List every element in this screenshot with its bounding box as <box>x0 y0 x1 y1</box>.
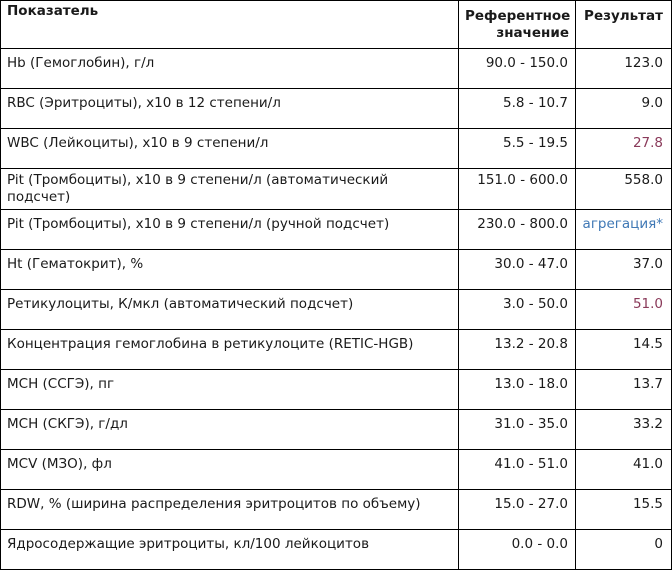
table-row <box>1 530 672 570</box>
result-cell-high: 51.0 <box>576 290 672 330</box>
indicator-cell: Pit (Тромбоциты), x10 в 9 степени/л (автоматический подсчет) <box>1 169 459 210</box>
reference-cell: 5.8 - 10.7 <box>459 89 576 129</box>
result-cell-high: 27.8 <box>576 129 672 169</box>
table-row <box>1 290 672 330</box>
reference-cell: 151.0 - 600.0 <box>459 169 576 210</box>
table-row <box>1 490 672 530</box>
reference-cell: 13.0 - 18.0 <box>459 370 576 410</box>
indicator-cell: RDW, % (ширина распределения эритроцитов по объему) <box>1 490 459 530</box>
reference-cell: 30.0 - 47.0 <box>459 250 576 290</box>
header-indicator: Показатель <box>1 1 459 49</box>
header-row <box>1 1 672 49</box>
indicator-cell: Ht (Гематокрит), % <box>1 250 459 290</box>
header-reference: Референтное значение <box>459 1 576 49</box>
reference-cell: 0.0 - 0.0 <box>459 530 576 570</box>
reference-cell: 31.0 - 35.0 <box>459 410 576 450</box>
table-row <box>1 89 672 129</box>
table-row <box>1 370 672 410</box>
table-row <box>1 250 672 290</box>
header-result: Результат <box>576 1 672 49</box>
result-cell: 15.5 <box>576 490 672 530</box>
indicator-cell: Ретикулоциты, К/мкл (автоматический подсчет) <box>1 290 459 330</box>
result-cell: 33.2 <box>576 410 672 450</box>
indicator-cell: MCV (МЗО), фл <box>1 450 459 490</box>
table-row <box>1 410 672 450</box>
indicator-cell: Hb (Гемоглобин), г/л <box>1 49 459 89</box>
reference-cell: 13.2 - 20.8 <box>459 330 576 370</box>
result-cell: 37.0 <box>576 250 672 290</box>
reference-cell: 15.0 - 27.0 <box>459 490 576 530</box>
reference-cell: 5.5 - 19.5 <box>459 129 576 169</box>
result-cell: 9.0 <box>576 89 672 129</box>
indicator-cell: МСН (СКГЭ), г/дл <box>1 410 459 450</box>
table-row <box>1 210 672 250</box>
table-row <box>1 330 672 370</box>
indicator-cell: RBC (Эритроциты), x10 в 12 степени/л <box>1 89 459 129</box>
result-cell: 14.5 <box>576 330 672 370</box>
result-cell: 13.7 <box>576 370 672 410</box>
reference-cell: 90.0 - 150.0 <box>459 49 576 89</box>
table-row <box>1 129 672 169</box>
indicator-cell: Концентрация гемоглобина в ретикулоците (RETIC-HGB) <box>1 330 459 370</box>
result-cell: 123.0 <box>576 49 672 89</box>
result-cell: 558.0 <box>576 169 672 210</box>
result-cell-note: агрегация* <box>576 210 672 250</box>
table-row <box>1 450 672 490</box>
reference-cell: 3.0 - 50.0 <box>459 290 576 330</box>
table-row <box>1 49 672 89</box>
reference-cell: 230.0 - 800.0 <box>459 210 576 250</box>
result-cell: 41.0 <box>576 450 672 490</box>
result-cell: 0 <box>576 530 672 570</box>
indicator-cell: Ядросодержащие эритроциты, кл/100 лейкоцитов <box>1 530 459 570</box>
indicator-cell: WBC (Лейкоциты), x10 в 9 степени/л <box>1 129 459 169</box>
indicator-cell: МСН (ССГЭ), пг <box>1 370 459 410</box>
table-row <box>1 169 672 210</box>
reference-cell: 41.0 - 51.0 <box>459 450 576 490</box>
indicator-cell: Pit (Тромбоциты), x10 в 9 степени/л (ручной подсчет) <box>1 210 459 250</box>
